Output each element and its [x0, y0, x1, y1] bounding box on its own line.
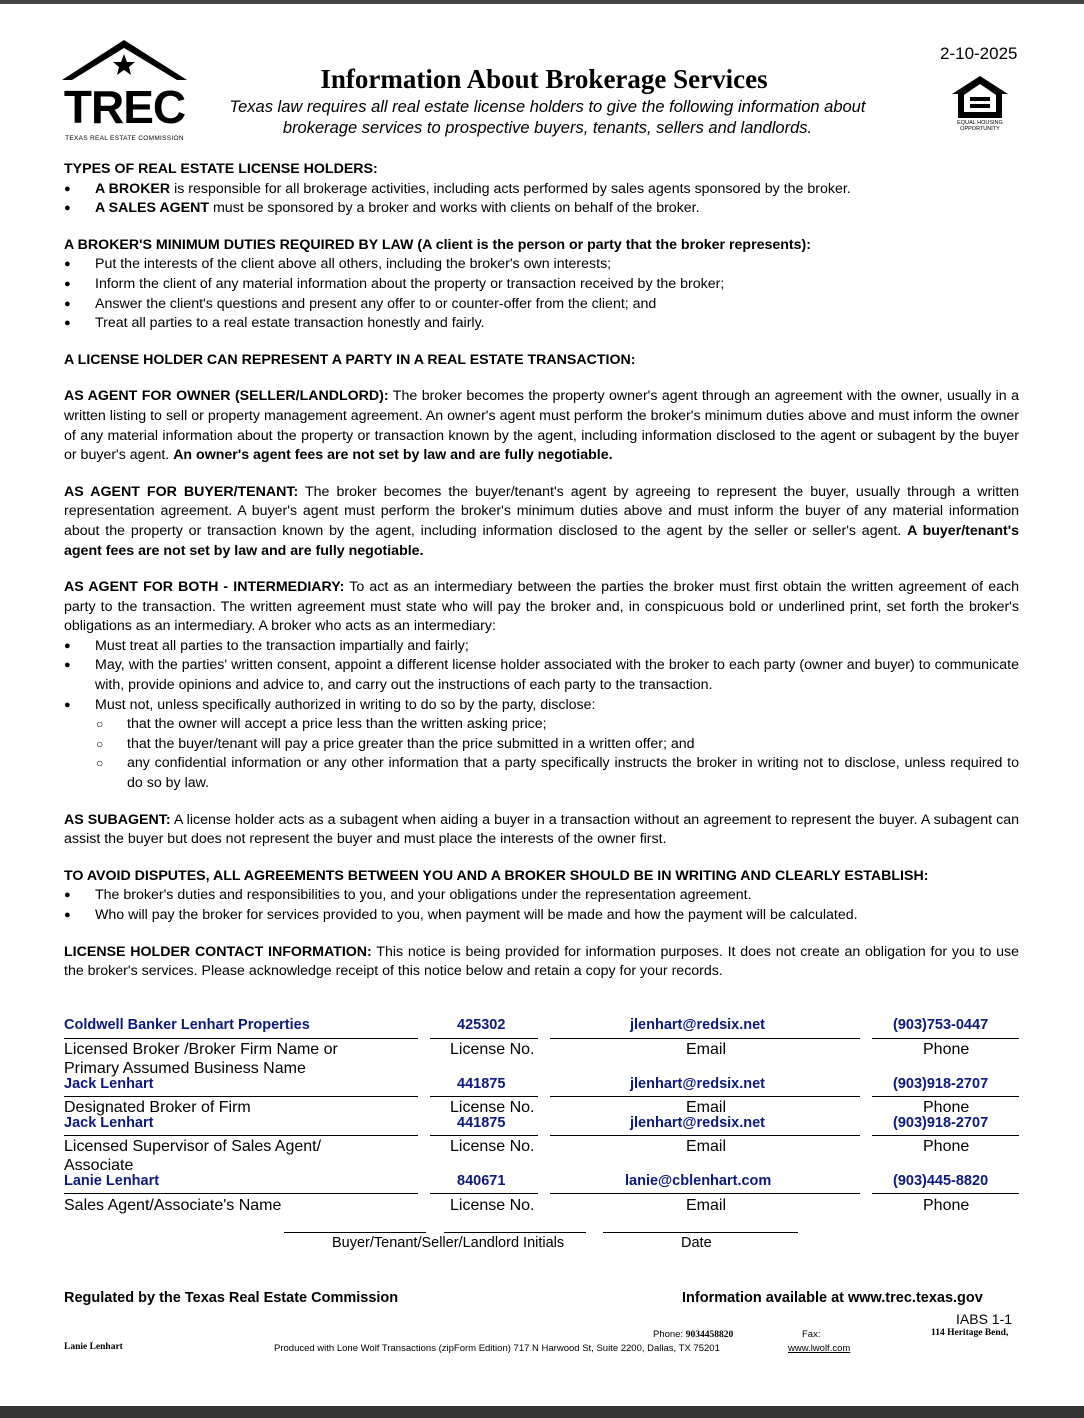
phone-value: 9034458820 — [685, 1330, 734, 1340]
subagent-paragraph: AS SUBAGENT: A license holder acts as a subagent when aiding a buyer in a transaction without an agreement to represent the buyer. A subagent can assist the buyer but does not represent the buyer and must place the interests of the owner first. — [64, 811, 1019, 848]
license-label: License No. — [450, 1099, 535, 1116]
phone-label: Phone — [923, 1099, 970, 1116]
fax-label: Fax: — [802, 1329, 821, 1340]
list-item: ○ any confidential information or any other information that a party specifically instructs the broker in writing not to disclose, unless required to do so by law. — [64, 754, 1019, 793]
bottom-border — [0, 1406, 1084, 1418]
license-label: License No. — [450, 1197, 535, 1214]
designated-broker-phone: (903)918-2707 — [893, 1076, 989, 1092]
email-label: Email — [686, 1138, 727, 1155]
document-body — [64, 160, 1019, 982]
supervisor-phone: (903)918-2707 — [893, 1115, 989, 1131]
duties-heading: A BROKER'S MINIMUM DUTIES REQUIRED BY LAW (A client is the person or party that the broker represents): — [64, 236, 811, 253]
sales-agent-phone: (903)445-8820 — [893, 1173, 989, 1189]
list-item: ○ that the buyer/tenant will pay a price greater than the price submitted in a written offer; and — [64, 735, 1019, 755]
list-item: ● Must not, unless specifically authorized in writing to do so by the party, disclose: — [64, 696, 1019, 716]
types-heading: TYPES OF REAL ESTATE LICENSE HOLDERS: — [64, 161, 378, 177]
designated-broker-license: 441875 — [457, 1076, 506, 1092]
supervisor-email: jlenhart@redsix.net — [630, 1115, 766, 1131]
list-item: ● Inform the client of any material information about the property or transaction received by the broker; — [64, 275, 1019, 295]
license-label: License No. — [450, 1138, 535, 1155]
regulated-by: Regulated by the Texas Real Estate Commission — [64, 1290, 399, 1306]
list-item: ● May, with the parties' written consent, appoint a different license holder associated with the broker to each party (owner and buyer) to communicate with, provide opinions and advice to, and carry out the instructions of each party to the transaction. — [64, 656, 1019, 695]
initials-line-2[interactable] — [444, 1232, 586, 1233]
list-item: ● Who will pay the broker for services provided to you, when payment will be made and how the payment will be calculated. — [64, 906, 1019, 926]
designated-broker-name: Jack Lenhart — [64, 1076, 154, 1092]
email-label: Email — [686, 1041, 727, 1058]
owner-agent-paragraph: AS AGENT FOR OWNER (SELLER/LANDLORD): The broker becomes the property owner's agent through an agreement with the owner, usually in a written listing to sell or property management agreement. An owner's agent must perform the broker's minimum duties above and must inform the owner of any material information about the property or transaction known by the agent, including information disclosed to the agent or subagent by the buyer or buyer's agent. An owner's agent fees are not set by law and are fully negotiable. — [64, 388, 1019, 464]
broker-firm-phone: (903)753-0447 — [893, 1017, 989, 1033]
form-id: IABS 1-1 — [956, 1311, 1013, 1327]
supervisor-label-2: Associate — [64, 1157, 134, 1174]
contact-table — [64, 1016, 1019, 1216]
equal-housing-caption: EQUAL HOUSING OPPORTUNITY — [957, 120, 1003, 132]
initials-label: Buyer/Tenant/Seller/Landlord Initials — [332, 1235, 565, 1251]
supervisor-license: 441875 — [457, 1115, 506, 1131]
supervisor-label: Licensed Supervisor of Sales Agent/ — [64, 1138, 322, 1155]
broker-firm-label-2: Primary Assumed Business Name — [64, 1060, 306, 1077]
broker-firm-email: jlenhart@redsix.net — [630, 1017, 766, 1033]
phone-label: Phone — [923, 1041, 970, 1058]
email-label: Email — [686, 1197, 727, 1214]
buyer-agent-paragraph: AS AGENT FOR BUYER/TENANT: The broker becomes the buyer/tenant's agent by agreeing to represent the buyer, usually through a written representation agreement. A buyer's agent must perform the broker's minimum duties above and must inform the buyer of any material information about the property or transaction known by the agent, including information disclosed to the agent by the seller or seller's agent. A buyer/tenant's agent fees are not set by law and are fully negotiable. — [64, 483, 1020, 559]
broker-firm-name: Coldwell Banker Lenhart Properties — [64, 1017, 310, 1033]
phone-label: Phone — [923, 1138, 970, 1155]
lwolf-link[interactable]: www.lwolf.com — [788, 1343, 851, 1354]
equal-housing-logo — [950, 74, 1010, 136]
produced-with: Produced with Lone Wolf Transactions (zipForm Edition) 717 N Harwood St, Suite 2200, Dallas, TX 75201 — [274, 1343, 720, 1354]
list-item: ● Answer the client's questions and present any offer to or counter-offer from the client; and — [64, 295, 1019, 315]
top-border — [0, 0, 1084, 4]
list-item: ● The broker's duties and responsibilities to you, and your obligations under the representation agreement. — [64, 886, 1019, 906]
list-item: ● Must treat all parties to the transaction impartially and fairly; — [64, 637, 1019, 657]
date-line[interactable] — [603, 1232, 798, 1233]
agent-name: Lanie Lenhart — [64, 1342, 123, 1352]
initials-line-1[interactable] — [284, 1232, 426, 1233]
broker-firm-label: Licensed Broker /Broker Firm Name or — [64, 1041, 338, 1058]
intermediary-paragraph: AS AGENT FOR BOTH - INTERMEDIARY: To act as an intermediary between the parties the broker must first obtain the written agreement of each party to the transaction. The written agreement must state who will pay the broker and, in conspicuous bold or underlined print, set forth the broker's obligations as an intermediary. A broker who acts as an intermediary: — [64, 579, 1019, 635]
represent-heading: A LICENSE HOLDER CAN REPRESENT A PARTY IN A REAL ESTATE TRANSACTION: — [64, 351, 636, 368]
disputes-list — [64, 886, 1019, 925]
list-item: ● Put the interests of the client above all others, including the broker's own interests; — [64, 255, 1019, 275]
form-date: 2-10-2025 — [940, 44, 1018, 63]
sales-agent-label: Sales Agent/Associate's Name — [64, 1197, 282, 1214]
equal-housing-icon — [950, 74, 1010, 120]
sales-agent-name: Lanie Lenhart — [64, 1173, 160, 1189]
list-item: ● Treat all parties to a real estate transaction honestly and fairly. — [64, 314, 1019, 334]
sales-agent-license: 840671 — [457, 1173, 506, 1189]
email-label: Email — [686, 1099, 727, 1116]
list-item: ○ that the owner will accept a price less than the written asking price; — [64, 715, 1019, 735]
date-label: Date — [681, 1235, 712, 1251]
intermediary-list — [64, 637, 1019, 715]
phone-label: Phone: 9034458820 — [653, 1329, 734, 1340]
logo-caption: TEXAS REAL ESTATE COMMISSION — [65, 135, 184, 142]
page-title: Information About Brokerage Services — [320, 64, 768, 94]
list-item: ● A BROKER is responsible for all brokerage activities, including acts performed by sales agents sponsored by the broker. — [64, 180, 1019, 200]
intermediary-sublist — [64, 715, 1019, 793]
list-item: ● A SALES AGENT must be sponsored by a broker and works with clients on behalf of the broker. — [64, 199, 1019, 219]
disputes-heading: TO AVOID DISPUTES, ALL AGREEMENTS BETWEEN YOU AND A BROKER SHOULD BE IN WRITING AND CLEARLY ESTABLISH: — [64, 867, 929, 884]
contact-info-paragraph: LICENSE HOLDER CONTACT INFORMATION: This notice is being provided for information purposes. It does not create an obligation for you to use the broker's services. Please acknowledge receipt of this notice below and retain a copy for your records. — [64, 943, 1019, 980]
supervisor-name: Jack Lenhart — [64, 1115, 154, 1131]
sales-agent-email: lanie@cblenhart.com — [625, 1173, 772, 1189]
designated-broker-email: jlenhart@redsix.net — [630, 1076, 766, 1092]
address: 114 Heritage Bend, — [931, 1328, 1009, 1338]
page-subtitle: Texas law requires all real estate license holders to give the following information about brokerage services to prospective buyers, tenants, sellers and landlords. — [229, 98, 866, 137]
trec-website-info: Information available at www.trec.texas.gov — [682, 1290, 983, 1306]
types-list — [64, 180, 1019, 219]
designated-broker-label: Designated Broker of Firm — [64, 1099, 251, 1116]
phone-label: Phone — [923, 1197, 970, 1214]
broker-firm-license: 425302 — [457, 1017, 506, 1033]
logo-word: TREC — [63, 81, 186, 133]
duties-list — [64, 255, 1019, 333]
license-label: License No. — [450, 1041, 535, 1058]
